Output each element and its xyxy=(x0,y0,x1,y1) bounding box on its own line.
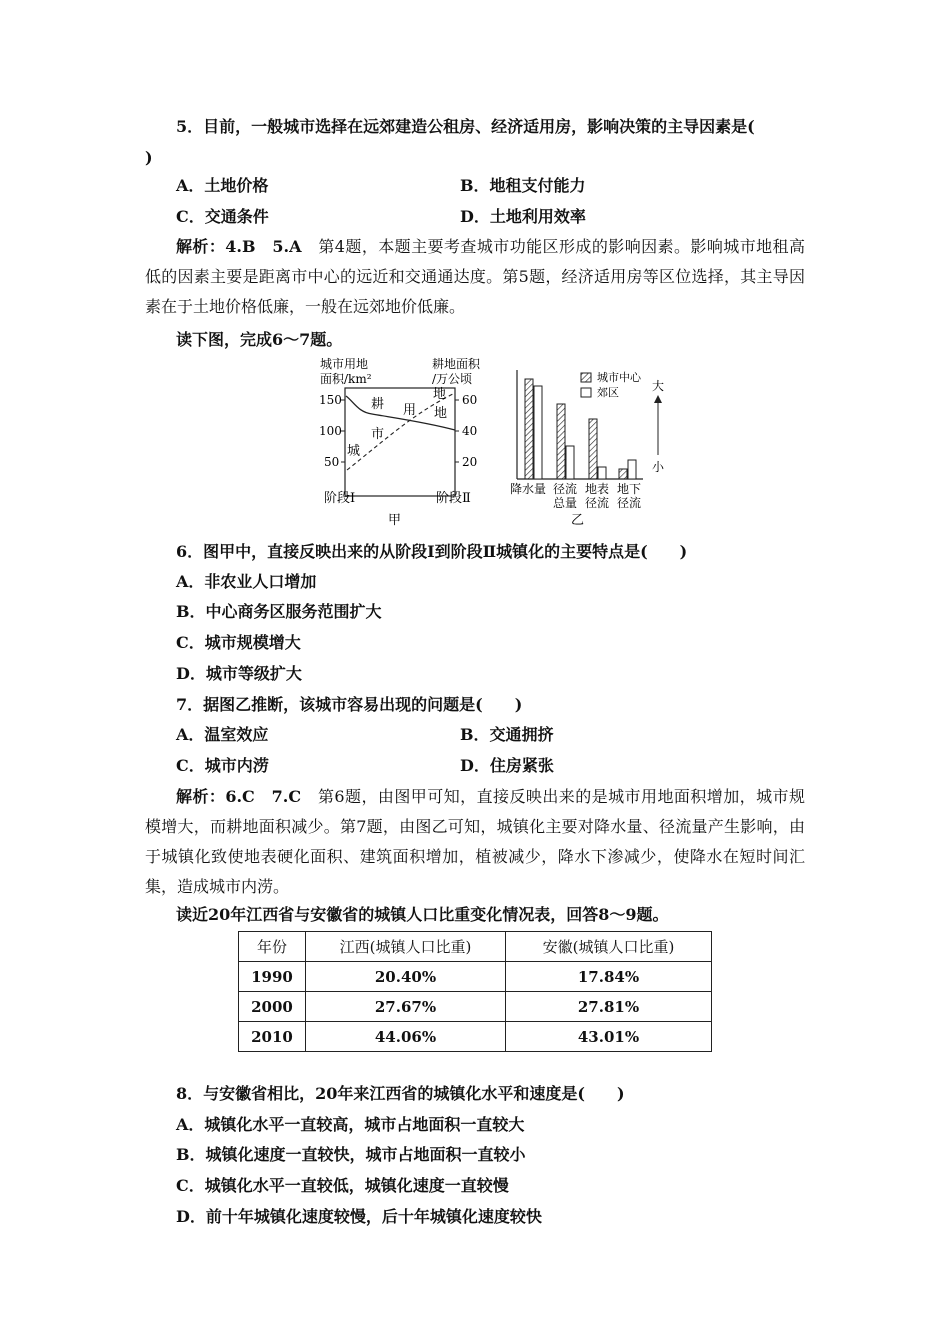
yi-caption: 乙 xyxy=(571,513,585,528)
jia-curve-label: 用 xyxy=(403,403,417,418)
jia-x-label-stage1: 阶段Ⅰ xyxy=(324,491,356,506)
read-table-instruction: 读近20年江西省与安徽省的城镇人口比重变化情况表，回答8～9题。 xyxy=(176,905,669,924)
jia-curve-label: 市 xyxy=(371,427,385,442)
jia-curve-label: 城 xyxy=(347,444,361,459)
table-row xyxy=(239,962,712,992)
jia-left-tick: 150 xyxy=(319,393,342,407)
q7-stem: 7．据图乙推断，该城市容易出现的问题是( ) xyxy=(176,695,523,714)
q7-option-b: B．交通拥挤 xyxy=(460,725,554,744)
jia-curve-label: 地 xyxy=(433,387,447,402)
jia-urban-land-curve xyxy=(347,393,455,470)
arrow-up-icon xyxy=(654,395,662,403)
q8-option-a: A．城镇化水平一直较高，城市占地面积一直较大 xyxy=(176,1115,525,1134)
read-figure-instruction: 读下图，完成6～7题。 xyxy=(176,330,343,349)
jia-right-axis-title-1: 耕地面积 xyxy=(432,357,481,371)
q8-option-b: B．城镇化速度一直较快，城市占地面积一直较小 xyxy=(176,1145,526,1164)
yi-category-label: 地表 xyxy=(585,482,610,496)
table-cell: 27.81% xyxy=(506,992,712,1022)
table-header: 年份 xyxy=(239,932,306,962)
figure-yi xyxy=(505,360,675,532)
q5-option-c: C．交通条件 xyxy=(176,207,269,226)
explanation-6-7 xyxy=(145,782,805,902)
yi-category-label: 径流 xyxy=(585,496,610,510)
q6-option-a: A．非农业人口增加 xyxy=(176,572,317,591)
table-cell: 2010 xyxy=(239,1022,306,1052)
table-cell: 44.06% xyxy=(306,1022,506,1052)
yi-bar-center-2 xyxy=(557,404,565,479)
jia-x-label-stage2: 阶段Ⅱ xyxy=(436,491,471,506)
jia-left-tick: 100 xyxy=(319,424,342,438)
jia-right-tick: 40 xyxy=(462,424,478,438)
table-cell: 2000 xyxy=(239,992,306,1022)
q7-option-a: A．温室效应 xyxy=(176,725,269,744)
explanation-text: 第4题，本题主要考查城市功能区形成的影响因素。影响城市地租高低的因素主要是距离市中心的远近和交通通达度。第5题，经济适用房等区位选择，其主导因素在于土地价格低廉，一般在远郊地价低廉。 xyxy=(145,237,805,316)
q6-option-c: C．城市规模增大 xyxy=(176,633,301,652)
yi-legend-swatch-center xyxy=(581,373,591,382)
q6-option-d: D．城市等级扩大 xyxy=(176,664,302,683)
jia-right-axis-title-2: /万公顷 xyxy=(432,372,473,386)
yi-scale-top: 大 xyxy=(652,379,665,393)
table-cell: 17.84% xyxy=(506,962,712,992)
q5-option-a: A．土地价格 xyxy=(176,176,269,195)
jia-right-tick: 60 xyxy=(462,393,478,407)
q8-stem: 8．与安徽省相比，20年来江西省的城镇化水平和速度是( ) xyxy=(176,1084,625,1103)
table-header-row xyxy=(239,932,712,962)
q5-option-d: D．土地利用效率 xyxy=(460,207,586,226)
table-cell: 1990 xyxy=(239,962,306,992)
jia-right-tick: 20 xyxy=(462,455,478,469)
yi-category-label: 总量 xyxy=(553,496,578,510)
table-row xyxy=(239,1022,712,1052)
explanation-4-5 xyxy=(145,232,805,322)
jia-frame xyxy=(345,388,455,496)
jia-caption: 甲 xyxy=(388,513,402,528)
table-cell: 43.01% xyxy=(506,1022,712,1052)
yi-legend-center: 城市中心 xyxy=(597,371,641,384)
yi-category-label: 径流 xyxy=(553,482,578,496)
jia-left-axis-title-2: 面积/km² xyxy=(320,372,372,386)
urbanization-table xyxy=(238,931,712,1052)
yi-bar-center-3 xyxy=(589,419,597,479)
q8-option-d: D．前十年城镇化速度较慢，后十年城镇化速度较快 xyxy=(176,1207,542,1226)
yi-bar-center-1 xyxy=(525,379,533,479)
yi-bar-suburb-1 xyxy=(534,386,542,479)
table-header: 安徽(城镇人口比重) xyxy=(506,932,712,962)
table-row xyxy=(239,992,712,1022)
table-header: 江西(城镇人口比重) xyxy=(306,932,506,962)
q8-option-c: C．城镇化水平一直较低，城镇化速度一直较慢 xyxy=(176,1176,509,1195)
yi-category-label: 径流 xyxy=(617,496,642,510)
jia-curve-label: 地 xyxy=(434,406,448,421)
explanation-label: 解析：4.B 5.A xyxy=(176,237,302,256)
q5-option-b: B．地租支付能力 xyxy=(460,176,586,195)
yi-bar-suburb-2 xyxy=(566,446,574,479)
q7-option-c: C．城市内涝 xyxy=(176,756,269,775)
yi-legend-suburb: 郊区 xyxy=(597,386,619,399)
jia-curve-label: 耕 xyxy=(371,397,385,412)
yi-category-label: 地下 xyxy=(617,482,642,496)
yi-legend-swatch-suburb xyxy=(581,388,591,397)
jia-left-tick: 50 xyxy=(324,455,340,469)
yi-bar-suburb-3 xyxy=(598,467,606,479)
q6-stem: 6．图甲中，直接反映出来的从阶段Ⅰ到阶段Ⅱ城镇化的主要特点是( ) xyxy=(176,542,688,561)
yi-bar-center-4 xyxy=(619,469,627,479)
table-cell: 27.67% xyxy=(306,992,506,1022)
q5-stem: 5．目前，一般城市选择在远郊建造公租房、经济适用房，影响决策的主导因素是( xyxy=(176,117,755,136)
explanation-text: 第6题，由图甲可知，直接反映出来的是城市用地面积增加，城市规模增大，而耕地面积减少。第7题，由图乙可知，城镇化主要对降水量、径流量产生影响，由于城镇化致使地表硬化面积、建筑面积增加，植被减少，降水下渗减少，使降水在短时间汇集，造成城市内涝。 xyxy=(145,787,805,896)
q5-stem-end: ) xyxy=(145,148,153,167)
explanation-label: 解析：6.C 7.C xyxy=(176,787,302,806)
jia-left-axis-title-1: 城市用地 xyxy=(320,357,369,371)
yi-category-label: 降水量 xyxy=(510,482,547,496)
q6-option-b: B．中心商务区服务范围扩大 xyxy=(176,602,382,621)
yi-bar-suburb-4 xyxy=(628,460,636,479)
table-cell: 20.40% xyxy=(306,962,506,992)
figure-jia xyxy=(310,352,490,532)
q7-option-d: D．住房紧张 xyxy=(460,756,554,775)
yi-scale-bottom: 小 xyxy=(652,460,665,474)
